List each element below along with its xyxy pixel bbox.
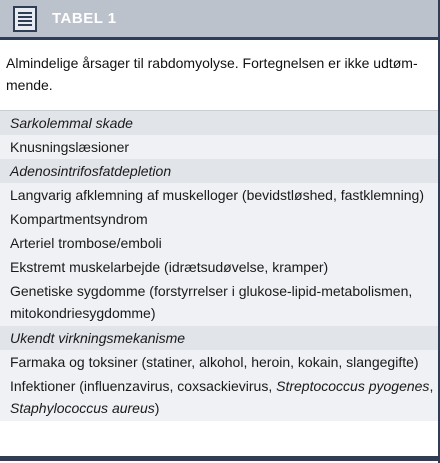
table-row: Ekstremt muskelarbejde (idrætsudøvelse, kramper): [0, 255, 440, 279]
table-row: Farmaka og toksiner (statiner, alkohol, heroin, kokain, slangegifte): [0, 350, 440, 374]
table-row: Kompartmentsyndrom: [0, 207, 440, 231]
table-header: [0, 0, 440, 40]
row-text: Infektioner (influenzavirus, coxsackievirus,: [10, 378, 277, 394]
document-lines-icon: [10, 4, 40, 34]
table-row: Arteriel trombose/emboli: [0, 231, 440, 255]
table-row: [0, 374, 440, 421]
table-row: Langvarig afklemning af muskelloger (bevidstløshed, fastklemning): [0, 183, 440, 207]
species-name: Staphylococcus aureus: [10, 399, 155, 416]
row-line: [10, 376, 434, 398]
row-line: mitokondriesygdomme): [10, 304, 156, 321]
species-name: Streptococcus pyogenes: [276, 378, 430, 394]
caption-line: Almindelige årsager til rabdomyolyse. Fortegnelsen er ikke udtøm-: [6, 55, 418, 71]
category-row: Adenosintrifosfatdepletion: [0, 159, 440, 183]
category-row: Ukendt virkningsmekanisme: [0, 326, 440, 350]
table-row: Knusningslæsioner: [0, 135, 440, 159]
table-title: TABEL 1: [52, 10, 117, 27]
table-caption: [0, 40, 440, 110]
category-row: Sarkolemmal skade: [0, 111, 440, 135]
caption-line: mende.: [6, 77, 53, 93]
table-bottom-border: [0, 456, 440, 461]
row-line: [10, 398, 434, 420]
row-text: ): [154, 399, 160, 416]
table-row: [0, 279, 440, 326]
row-text: ,: [429, 378, 434, 394]
row-line: Genetiske sygdomme (forstyrrelser i glukose-lipid-metabolismen,: [10, 283, 413, 299]
table-body: [0, 110, 440, 421]
